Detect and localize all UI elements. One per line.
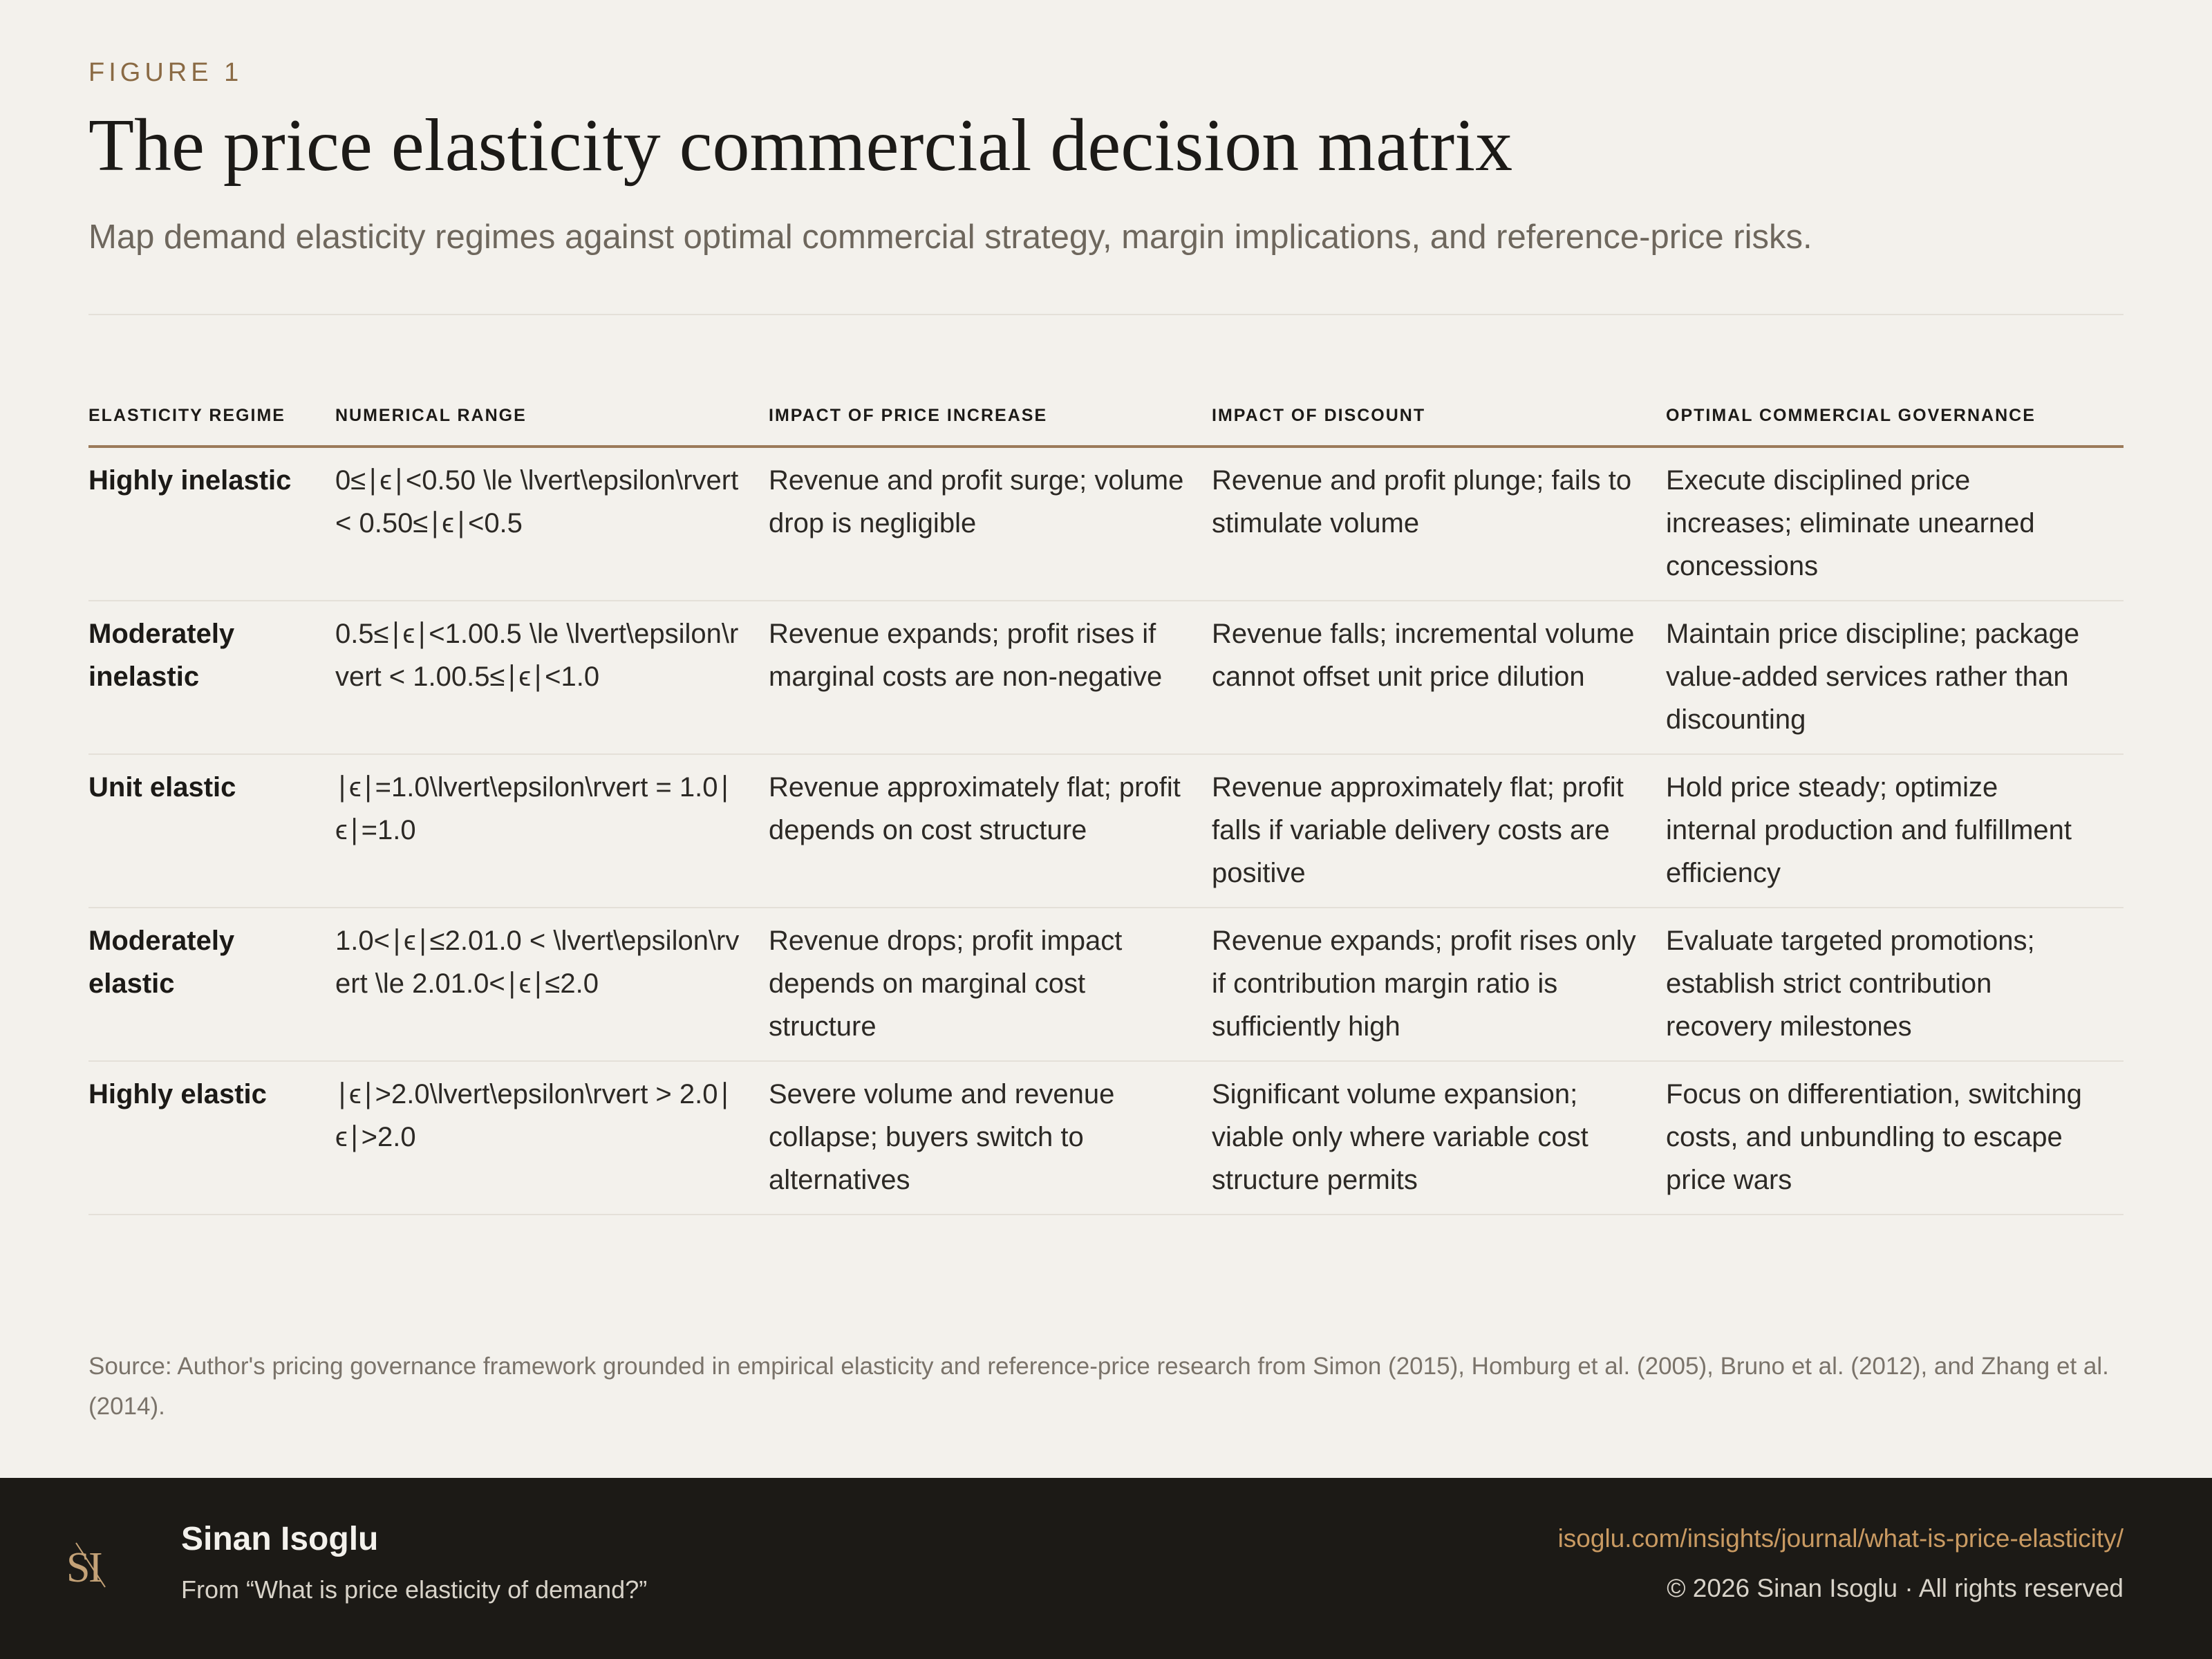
footer-bar (0, 1478, 2212, 1659)
table-header-row (88, 402, 2124, 447)
table-row (88, 601, 2124, 754)
governance-cell: Focus on differentiation, switching costs, and unbundling to escape price wars (1666, 1061, 2124, 1215)
range-cell: ∣ϵ∣>2.0\lvert\epsilon\rvert > 2.0∣ϵ∣>2.0 (335, 1061, 769, 1215)
table-row (88, 908, 2124, 1061)
column-header-impact-of-discount: IMPACT OF DISCOUNT (1212, 402, 1666, 447)
svg-text:I: I (88, 1544, 103, 1591)
discount-cell: Revenue and profit plunge; fails to stimulate volume (1212, 447, 1666, 601)
range-cell: 0.5≤∣ϵ∣<1.00.5 \le \lvert\epsilon\rvert < 1.00.5≤∣ϵ∣<1.0 (335, 601, 769, 754)
regime-cell: Highly inelastic (88, 447, 335, 601)
column-header-numerical-range: NUMERICAL RANGE (335, 402, 769, 447)
column-header-elasticity-regime: ELASTICITY REGIME (88, 402, 335, 447)
column-header-impact-of-price-increase: IMPACT OF PRICE INCREASE (769, 402, 1212, 447)
copyright-notice: © 2026 Sinan Isoglu · All rights reserved (1667, 1574, 2124, 1602)
range-cell: 0≤∣ϵ∣<0.50 \le \lvert\epsilon\rvert < 0.50≤∣ϵ∣<0.5 (335, 447, 769, 601)
governance-cell: Hold price steady; optimize internal production and fulfillment efficiency (1666, 754, 2124, 908)
governance-cell: Execute disciplined price increases; eliminate unearned concessions (1666, 447, 2124, 601)
price-increase-cell: Revenue approximately flat; profit depends on cost structure (769, 754, 1212, 908)
page-title: The price elasticity commercial decision matrix (88, 104, 1513, 187)
source-note: Source: Author's pricing governance framework grounded in empirical elasticity and reference-price research from Simon (2015), Homburg et al. (2005), Bruno et al. (2012), and Zhang et al. (2014). (88, 1353, 2109, 1420)
discount-cell: Significant volume expansion; viable only where variable cost structure permits (1212, 1061, 1666, 1215)
article-link[interactable]: isoglu.com/insights/journal/what-is-price-elasticity/ (1557, 1524, 2124, 1553)
header-divider (88, 314, 2124, 315)
discount-cell: Revenue expands; profit rises only if contribution margin ratio is sufficiently high (1212, 908, 1666, 1061)
range-cell: 1.0<∣ϵ∣≤2.01.0 < \lvert\epsilon\rvert \le 2.01.0<∣ϵ∣≤2.0 (335, 908, 769, 1061)
table-row (88, 754, 2124, 908)
regime-cell: Moderately inelastic (88, 601, 335, 754)
si-monogram-icon (64, 1536, 119, 1594)
column-header-optimal-commercial-governance: OPTIMAL COMMERCIAL GOVERNANCE (1666, 402, 2124, 447)
price-increase-cell: Revenue drops; profit impact depends on marginal cost structure (769, 908, 1212, 1061)
page-subtitle: Map demand elasticity regimes against optimal commercial strategy, margin implications, and reference-price risks. (88, 218, 1812, 256)
regime-cell: Highly elastic (88, 1061, 335, 1215)
discount-cell: Revenue approximately flat; profit falls if variable delivery costs are positive (1212, 754, 1666, 908)
decision-matrix-table (88, 402, 2124, 1215)
regime-cell: Unit elastic (88, 754, 335, 908)
figure-container (88, 0, 2124, 1478)
regime-cell: Moderately elastic (88, 908, 335, 1061)
table-row (88, 447, 2124, 601)
range-cell: ∣ϵ∣=1.0\lvert\epsilon\rvert = 1.0∣ϵ∣=1.0 (335, 754, 769, 908)
price-increase-cell: Severe volume and revenue collapse; buyers switch to alternatives (769, 1061, 1212, 1215)
svg-text:S: S (66, 1544, 91, 1591)
governance-cell: Evaluate targeted promotions; establish strict contribution recovery milestones (1666, 908, 2124, 1061)
discount-cell: Revenue falls; incremental volume cannot offset unit price dilution (1212, 601, 1666, 754)
table-row (88, 1061, 2124, 1215)
governance-cell: Maintain price discipline; package value-added services rather than discounting (1666, 601, 2124, 754)
price-increase-cell: Revenue expands; profit rises if marginal costs are non-negative (769, 601, 1212, 754)
article-reference: From “What is price elasticity of demand?” (181, 1575, 648, 1604)
author-name: Sinan Isoglu (181, 1521, 379, 1557)
price-increase-cell: Revenue and profit surge; volume drop is negligible (769, 447, 1212, 601)
figure-label: FIGURE 1 (88, 58, 243, 87)
